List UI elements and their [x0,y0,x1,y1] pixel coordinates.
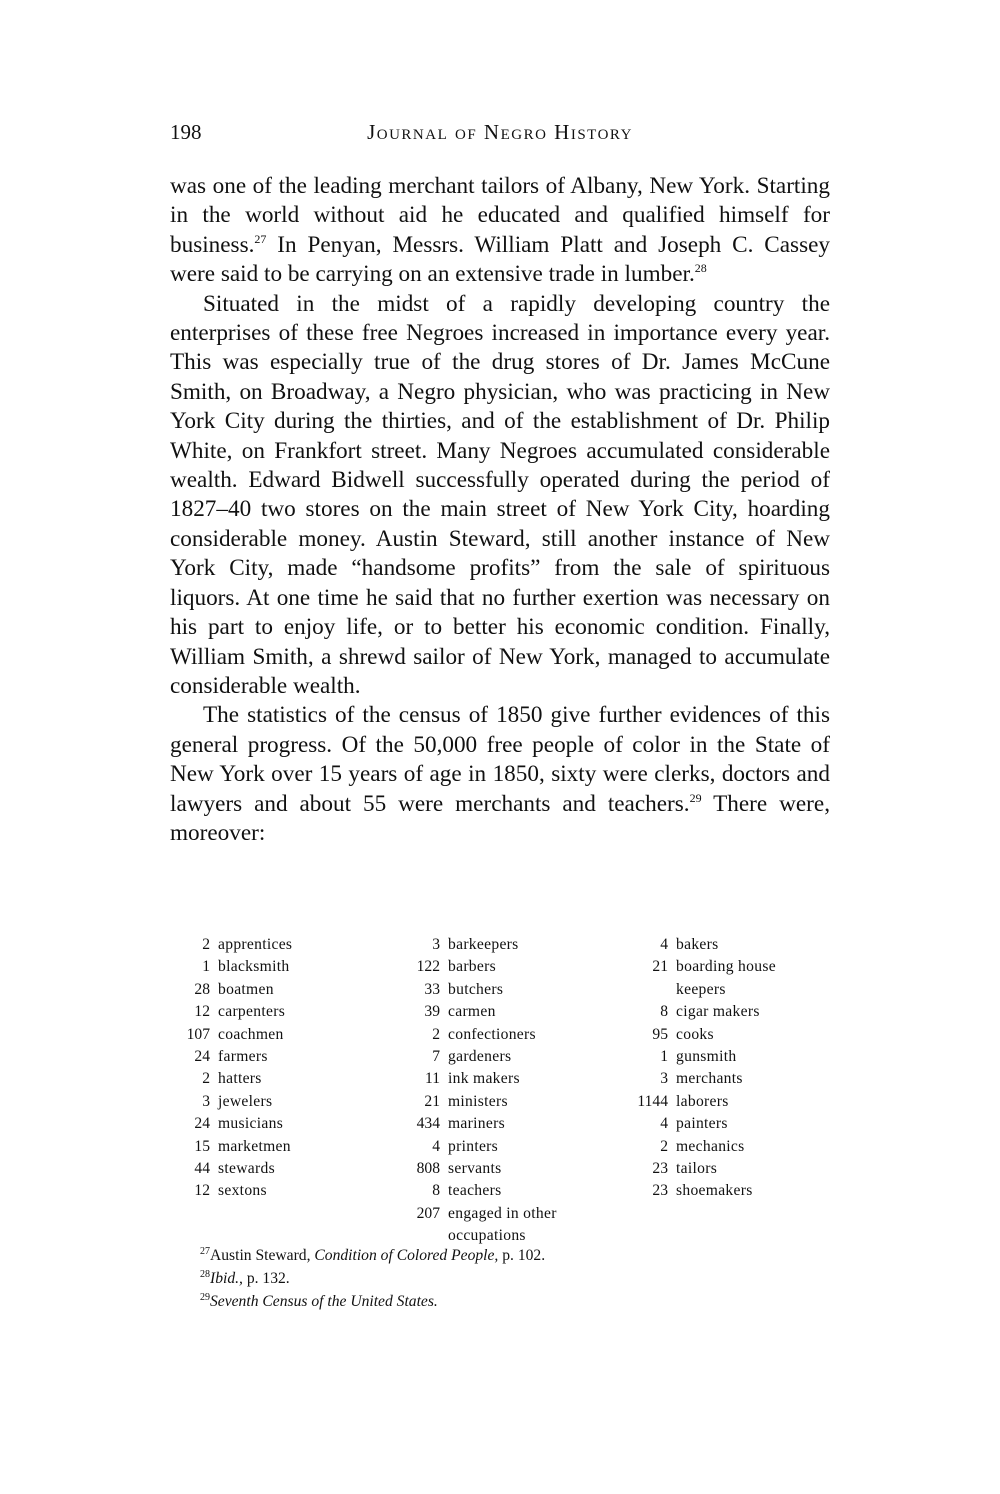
occupation-count: 4 [432,1137,440,1155]
occupation-count: 1144 [637,1092,668,1110]
occupation-row [170,934,292,956]
occupation-count: 2 [202,1070,210,1088]
occupation-label: confectioners [448,1025,536,1043]
occupation-count: 15 [194,1137,210,1155]
occupation-label: mechanics [676,1137,745,1155]
occupations-column-2 [400,934,557,1247]
occupation-row [622,979,776,1001]
occupation-row [400,1068,557,1090]
occupation-label: tailors [676,1159,718,1177]
occupation-label: keepers [676,980,726,998]
occupation-count: 24 [194,1115,210,1133]
occupation-row [170,1091,292,1113]
occupation-row [400,1113,557,1135]
occupation-row [170,1158,292,1180]
occupation-count: 107 [186,1025,210,1043]
occupation-row [622,1113,776,1135]
occupations-column-3 [622,934,776,1203]
occupation-label: farmers [218,1047,268,1065]
footnotes [200,1244,820,1313]
occupation-count [622,979,668,1001]
occupation-row [622,934,776,956]
occupation-count: 8 [432,1182,440,1200]
occupation-row [622,1091,776,1113]
running-title: Journal of Negro History [367,120,633,144]
occupation-label: gardeners [448,1047,512,1065]
occupation-label: carpenters [218,1003,286,1021]
occupation-row [400,934,557,956]
occupation-row [622,956,776,978]
footnote-text: p. 102. [498,1247,546,1264]
occupation-label: cooks [676,1025,714,1043]
occupation-count: 23 [652,1182,668,1200]
paragraph-2: Situated in the midst of a rapidly developing country the enterprises of these free Negroes increased in importance every year. This was especially true of the drug stores of Dr. James McCune Smith, on Broadway, a Negro physician, who was practicing in New York City during the thirties, and of the establishment of Dr. Philip White, on Frankfort street. Many Negroes accumulated considerable wealth. Edward Bidwell successfully operated during the period of 1827–40 two stores on the main street of New York City, hoarding considerable money. Austin Steward, still another instance of New York City, made “handsome profits” from the sale of spirituous liquors. At one time he said that no further exertion was necessary on his part to enjoy life, or to better his economic condition. Finally, William Smith, a shrewd sailor of New York, managed to accumulate considerable wealth. [170,290,830,699]
footnote-text: p. 132. [242,1270,290,1287]
occupation-count: 1 [202,958,210,976]
occupation-count: 2 [202,936,210,953]
occupation-row [400,1024,557,1046]
occupation-label: painters [676,1115,728,1133]
occupation-count: 21 [424,1092,440,1110]
occupation-count: 4 [660,1115,668,1133]
occupation-row [622,1024,776,1046]
paragraph-1-text-b: In Penyan, Messrs. William Platt and Joseph C. Cassey were said to be carrying on an extensive trade in lumber. [170,231,830,288]
footnote [200,1244,820,1267]
footnote-number: 29 [200,1292,210,1303]
footnote-ref-29: 29 [689,790,702,805]
occupation-row [622,1158,776,1180]
footnote-text: Austin Steward, [210,1247,315,1264]
occupation-count: 3 [202,1092,210,1110]
occupation-count: 434 [416,1115,440,1133]
footnote-number: 28 [200,1269,210,1280]
occupation-count: 95 [652,1025,668,1043]
paragraph-1 [170,172,830,290]
occupation-label: marketmen [218,1137,291,1155]
body-text [170,172,830,848]
occupation-row [170,979,292,1001]
occupation-label: engaged in other [448,1204,557,1222]
occupations-column-1 [170,934,292,1203]
occupation-row [622,1180,776,1202]
occupation-count: 2 [660,1137,668,1155]
occupation-label: boarding house [676,958,776,976]
occupation-label: servants [448,1159,502,1177]
occupation-row [170,1001,292,1023]
occupation-row [622,1136,776,1158]
occupation-label: butchers [448,980,504,998]
paragraph-3 [170,701,830,848]
occupation-label: barkeepers [448,936,519,953]
occupation-label: laborers [676,1092,729,1110]
footnote-ref-28: 28 [694,261,707,276]
occupation-count: 12 [194,1003,210,1021]
occupation-count: 24 [194,1047,210,1065]
footnote [200,1290,820,1313]
occupation-count: 2 [432,1025,440,1043]
occupation-row [622,1068,776,1090]
occupation-row [622,1001,776,1023]
occupation-row [400,1180,557,1202]
footnote [200,1267,820,1290]
occupation-count: 21 [652,958,668,976]
footnote-title: Condition of Colored People, [314,1247,499,1264]
occupation-row [400,1001,557,1023]
occupation-label: carmen [448,1003,496,1021]
occupation-row [400,1136,557,1158]
occupation-count: 122 [416,958,440,976]
occupation-label: occupations [448,1227,526,1245]
occupation-count: 3 [432,936,440,953]
footnote-title: Ibid., [210,1270,243,1287]
footnote-ref-27: 27 [254,231,267,246]
occupation-row [400,1046,557,1068]
occupation-row [400,979,557,1001]
occupation-row [170,1113,292,1135]
occupation-row [170,1046,292,1068]
occupation-count: 1 [660,1047,668,1065]
occupation-label: printers [448,1137,499,1155]
occupation-count: 23 [652,1159,668,1177]
occupation-row [170,1024,292,1046]
occupation-count: 39 [424,1003,440,1021]
occupation-row [170,956,292,978]
occupation-row [400,1203,557,1225]
paragraph-1-text-a: was one of the leading merchant tailors of Albany, New York. Starting in the world without aid he educated and qualified himself for business. [170,173,830,258]
page-number: 198 [170,120,202,144]
occupation-count: 44 [194,1159,210,1177]
occupation-count: 8 [660,1003,668,1021]
occupation-row [622,1046,776,1068]
occupation-label: merchants [676,1070,743,1088]
occupation-count: 11 [424,1070,440,1088]
occupation-row [170,1136,292,1158]
occupation-count: 33 [424,980,440,998]
occupation-row [400,956,557,978]
occupation-label: barbers [448,958,496,976]
occupation-label: apprentices [218,936,293,953]
occupation-label: ink makers [448,1070,520,1088]
occupation-label: mariners [448,1115,505,1133]
occupation-label: shoemakers [676,1182,753,1200]
occupation-label: musicians [218,1115,284,1133]
occupation-label: bakers [676,936,719,953]
occupation-count: 12 [194,1182,210,1200]
occupation-label: ministers [448,1092,508,1110]
occupation-label: sextons [218,1182,267,1200]
occupation-label: gunsmith [676,1047,737,1065]
occupation-label: stewards [218,1159,275,1177]
paragraph-3-text-b: There were, moreover: [170,790,830,846]
occupation-count: 28 [194,980,210,998]
occupation-label: boatmen [218,980,274,998]
occupation-count: 808 [416,1159,440,1177]
occupation-row [400,1091,557,1113]
occupation-label: coachmen [218,1025,284,1043]
occupation-count: 4 [660,936,668,953]
occupation-label: teachers [448,1182,502,1200]
occupation-row [170,1180,292,1202]
footnote-title: Seventh Census of the United States. [210,1293,438,1310]
page-header [170,120,830,152]
occupation-count: 207 [416,1204,440,1222]
occupation-row [400,1158,557,1180]
occupation-label: hatters [218,1070,262,1088]
occupation-count: 7 [432,1047,440,1065]
footnote-number: 27 [200,1246,210,1257]
occupation-label: cigar makers [676,1003,760,1021]
occupation-row [170,1068,292,1090]
occupation-label: jewelers [218,1092,273,1110]
occupation-count: 3 [660,1070,668,1088]
paragraph-3-text-a: The statistics of the census of 1850 give further evidences of this general progress. Of the 50,000 free people of color in the State of New York over 15 years of age in 1850, sixty were clerks, doctors and lawyers and about 55 were merchants and teachers. [170,702,830,817]
occupation-label: blacksmith [218,958,290,976]
